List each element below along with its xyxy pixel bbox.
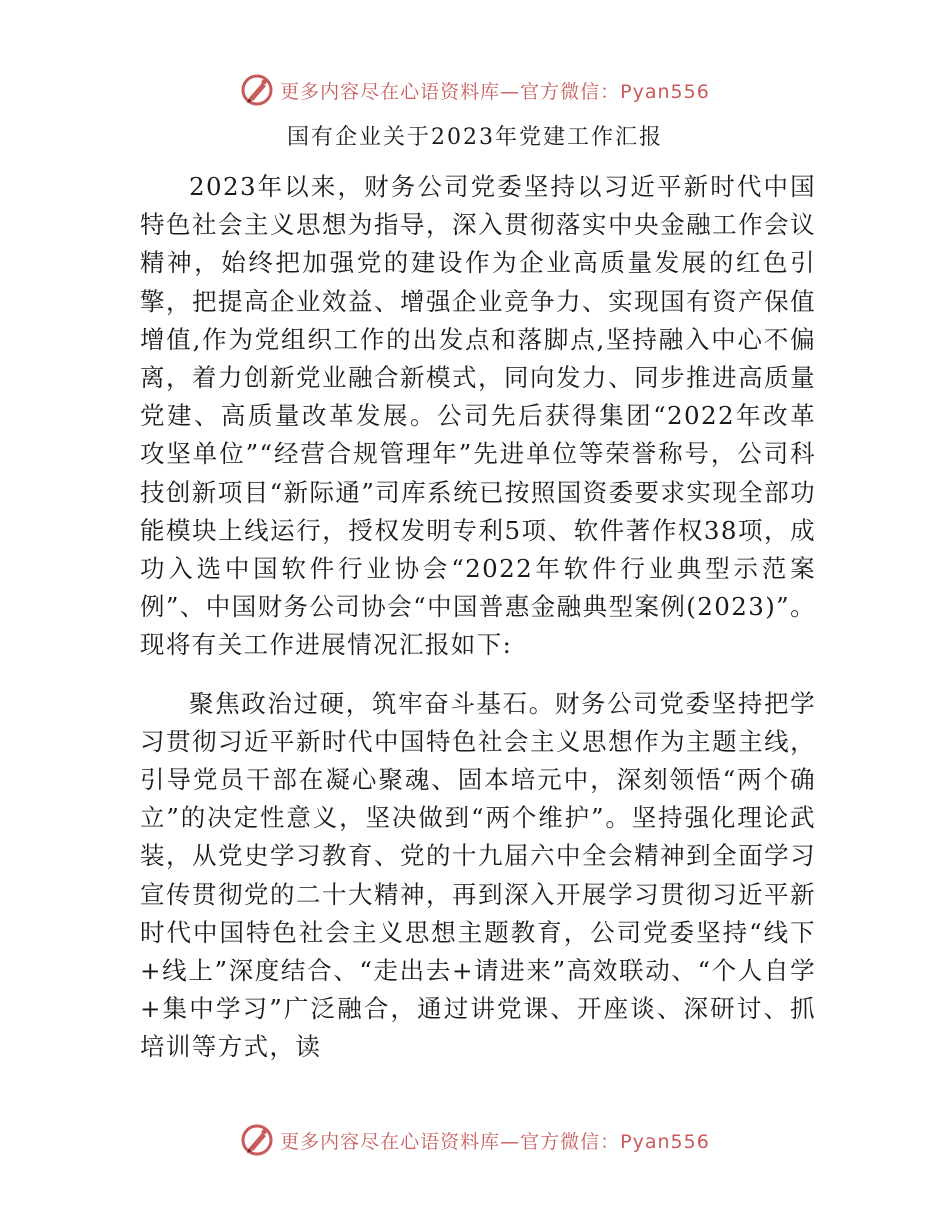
document-body	[140, 168, 816, 1067]
pen-circle-logo-icon	[240, 73, 274, 107]
paragraph-political: 聚焦政治过硬，筑牢奋斗基石。财务公司党委坚持把学习贯彻习近平新时代中国特色社会主义思想作为主题主线，引导党员干部在凝心聚魂、固本培元中，深刻领悟“两个确立”的决定性意义，坚决做到“两个维护”。坚持强化理论武装，从党史学习教育、党的十九届六中全会精神到全面学习宣传贯彻党的二十大精神，再到深入开展学习贯彻习近平新时代中国特色社会主义思想主题教育，公司党委坚持“线下+线上”深度结合、“走出去+请进来”高效联动、“个人自学+集中学习”广泛融合，通过讲党课、开座谈、深研讨、抓培训等方式，读	[140, 688, 816, 1062]
paragraph-intro: 2023年以来，财务公司党委坚持以习近平新时代中国特色社会主义思想为指导，深入贯彻落实中央金融工作会议精神，始终把加强党的建设作为企业高质量发展的红色引擎，把提高企业效益、增强企业竞争力、实现国有资产保值增值,作为党组织工作的出发点和落脚点,坚持融入中心不偏离，着力创新党业融合新模式，同向发力、同步推进高质量党建、高质量改革发展。公司先后获得集团“2022年改革攻坚单位”“经营合规管理年”先进单位等荣誉称号，公司科技创新项目“新际通”司库系统已按照国资委要求实现全部功能模块上线运行，授权发明专利5项、软件著作权38项，成功入选中国软件行业协会“2022年软件行业典型示范案例”、中国财务公司协会“中国普惠金融典型案例(2023)”。现将有关工作进展情况汇报如下:	[140, 172, 816, 660]
watermark-banner-bottom	[0, 1120, 950, 1160]
document-title: 国有企业关于2023年党建工作汇报	[287, 125, 663, 150]
watermark-text: 更多内容尽在心语资料库—官方微信：Pyan556	[280, 1130, 710, 1153]
watermark-banner-top	[0, 70, 950, 110]
pen-circle-logo-icon	[240, 1123, 274, 1157]
watermark-text: 更多内容尽在心语资料库—官方微信：Pyan556	[280, 80, 710, 103]
